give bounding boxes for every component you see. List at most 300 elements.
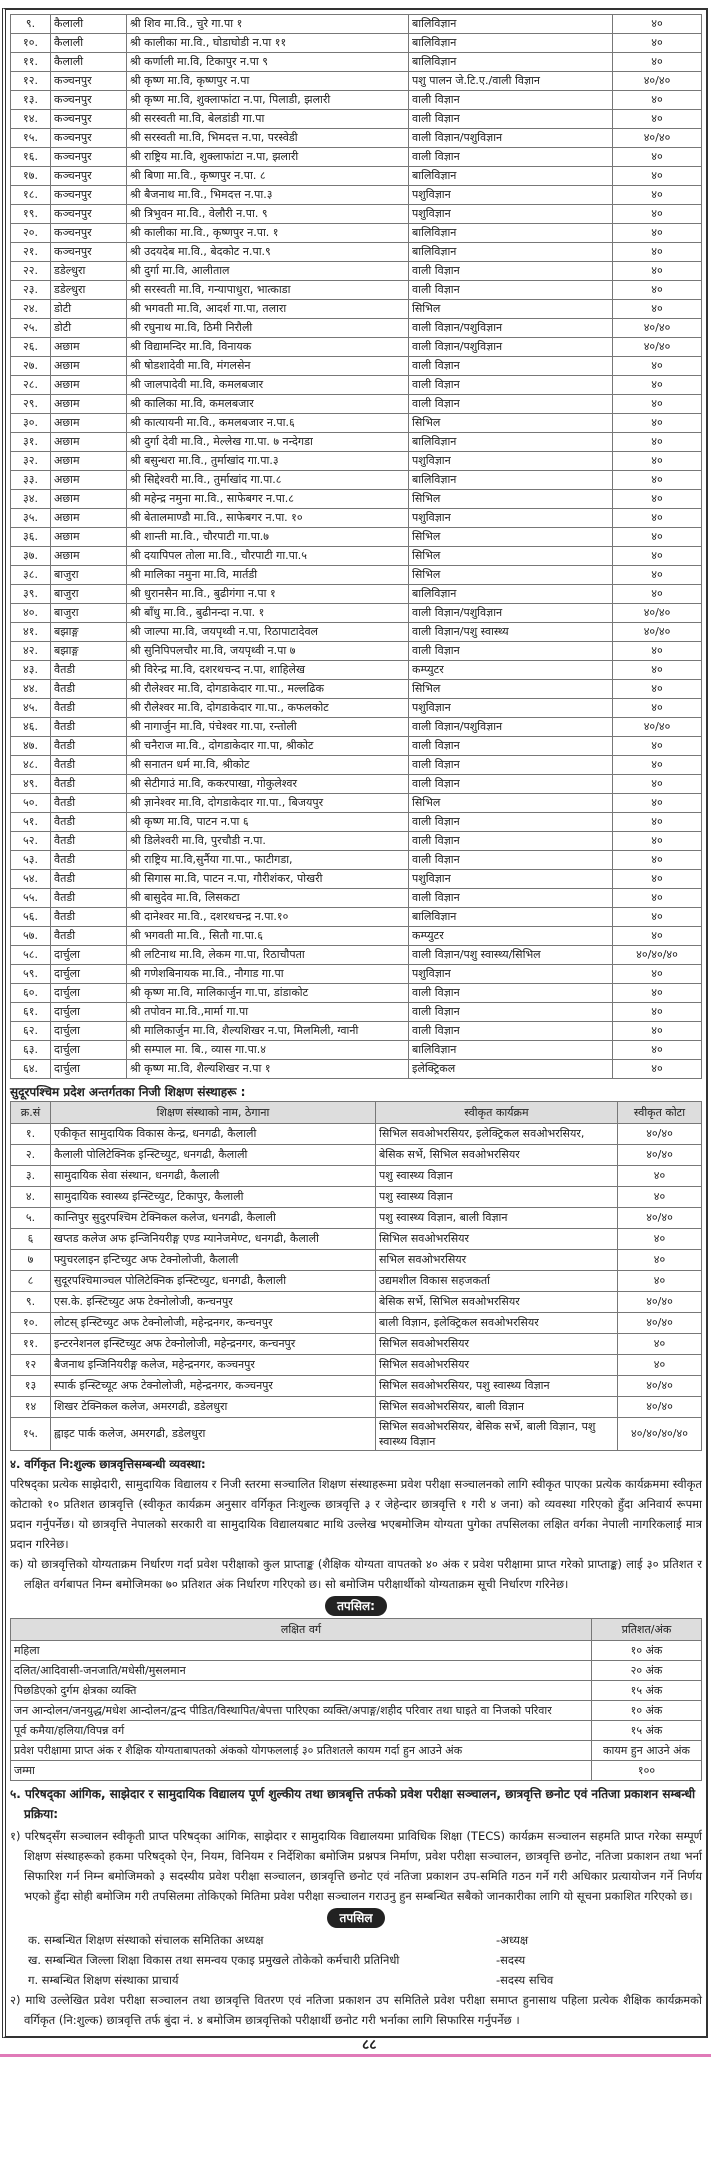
approved-quota: ४०/४० xyxy=(618,1208,702,1229)
district: वैतडी xyxy=(51,699,127,718)
table-row xyxy=(11,566,702,585)
program: बालिविज्ञान xyxy=(409,243,613,262)
district: डोटी xyxy=(51,300,127,319)
quota: ४० xyxy=(613,566,702,585)
member-description: ग. सम्बन्धित शिक्षण संस्थाका प्राचार्य xyxy=(28,1973,179,1987)
district: वैतडी xyxy=(51,832,127,851)
program: सिभिल xyxy=(409,680,613,699)
school-name-address: श्री जाल्पा मा.वि, जयपृथ्वी न.पा, रिठापाटादेवल xyxy=(127,623,409,642)
district: अछाम xyxy=(51,414,127,433)
approved-quota: ४० xyxy=(618,1229,702,1250)
district: दार्चुला xyxy=(51,1060,127,1079)
serial-number: २५. xyxy=(11,319,51,338)
section4-paragraph: परिषद्का प्रत्येक साझेदारी, सामुदायिक विद्यालय र निजी स्तरमा सञ्चालित शिक्षण संस्थाहरूमा प्रवेश परीक्षा सञ्चालनको लागि स्वीकृत पाएका प्रत्येक कार्यक्रममा स्वीकृत कोटाको १० प्रतिशत छात्रवृत्ति (स्वीकृत कार्यक्रम अनुसार वर्गिकृत निःशुल्क छात्रवृत्ति ३ र जेहेन्दार छात्रवृत्ति १ गरी ४ जना) को व्यवस्था गरिएको हुँदा अनिवार्य रूपमा प्रदान गर्नुपर्नेछ। यो छात्रवृत्ति नेपालको सरकारी वा सामुदायिक विद्यालयबाट माथि उल्लेख भएबमोजिम योग्यता पुगेका तपसिलका लक्षित वर्गका नेपाली नागरिकलाई मात्र प्रदान गरिनेछ। xyxy=(10,1477,702,1551)
table-row xyxy=(11,186,702,205)
quota: ४० xyxy=(613,281,702,300)
target-group: पूर्व कमैया/हलिया/विपन्न वर्ग xyxy=(11,1721,592,1741)
quota: ४० xyxy=(613,395,702,414)
serial-number: २७. xyxy=(11,357,51,376)
table-row xyxy=(11,1418,702,1451)
quota: ४० xyxy=(613,1003,702,1022)
col-institution: शिक्षण संस्थाको नाम, ठेगाना xyxy=(51,1102,376,1124)
district: कञ्चनपुर xyxy=(51,91,127,110)
serial-number: ३९. xyxy=(11,585,51,604)
district: दार्चुला xyxy=(51,965,127,984)
serial-number: ७ xyxy=(11,1250,51,1271)
serial-number: ३३. xyxy=(11,471,51,490)
school-name-address: श्री कर्णाली मा.वि, टिकापुर न.पा ९ xyxy=(127,53,409,72)
school-name-address: श्री भगवती मा.वि, आदर्श गा.पा, तलारा xyxy=(127,300,409,319)
district: दार्चुला xyxy=(51,1022,127,1041)
district: वैतडी xyxy=(51,927,127,946)
table-row xyxy=(11,1022,702,1041)
quota: ४० xyxy=(613,642,702,661)
table-row xyxy=(11,1292,702,1313)
approved-quota: ४० xyxy=(618,1250,702,1271)
program: इलेक्ट्रिकल xyxy=(409,1060,613,1079)
program: वाली विज्ञान/पशु स्वास्थ्य/सिभिल xyxy=(409,946,613,965)
table-row xyxy=(11,433,702,452)
district: बझाङ्ग xyxy=(51,623,127,642)
school-name-address: श्री दयापिपल तोला मा.वि., चौरपाटी गा.पा.५ xyxy=(127,547,409,566)
approved-program: बाली विज्ञान, इलेक्ट्रिकल सवओभरसियर xyxy=(376,1313,618,1334)
institution-name-address: इन्टरनेशनल इन्स्टिच्युट अफ टेक्नोलोजी, महेन्द्रनगर, कन्चनपुर xyxy=(51,1334,376,1355)
committee-member xyxy=(10,1970,702,1990)
district: वैतडी xyxy=(51,813,127,832)
program: वाली विज्ञान xyxy=(409,851,613,870)
table-row xyxy=(11,528,702,547)
section5-paragraph-2: २) माथि उल्लेखित प्रवेश परीक्षा सञ्चालन तथा छात्रवृत्ति वितरण एवं नतिजा प्रकाशन उप समितिले प्रवेश परीक्षा समाप्त हुनासाथ पहिला प्रत्येक शैक्षिक कार्यक्रमको वर्गिकृत (नि:शुल्क) छात्रवृत्ति तर्फ बुंदा नं. ४ बमोजिम छात्रवृत्तिको परीक्षार्थी छनोट गरी भर्नाका लागि सिफारिस गर्नुपर्नेछ । xyxy=(10,1993,702,2027)
table-row xyxy=(11,737,702,756)
quota: ४०/४० xyxy=(613,338,702,357)
serial-number: २४. xyxy=(11,300,51,319)
institution-name-address: कैलाली पोलिटेक्निक इन्स्टिच्युट, धनगढी, कैलाली xyxy=(51,1145,376,1166)
section4-heading: ४. वर्गिकृत नि:शुल्क छात्रवृत्तिसम्बन्धी व्यवस्था: xyxy=(10,1457,206,1471)
school-name-address: श्री बेतालमाण्डौ मा.वि., साफेबगर न.पा. १० xyxy=(127,509,409,528)
serial-number: २१. xyxy=(11,243,51,262)
school-name-address: श्री कालिका मा.वि, कमलबजार xyxy=(127,395,409,414)
school-name-address: श्री सम्पाल मा. बि., व्यास गा.पा.४ xyxy=(127,1041,409,1060)
table-row xyxy=(11,1250,702,1271)
district: वैतडी xyxy=(51,889,127,908)
school-name-address: श्री कृष्ण मा.वि, शैल्यशिखर न.पा १ xyxy=(127,1060,409,1079)
table-row xyxy=(11,338,702,357)
school-name-address: श्री सिद्देश्वरी मा.वि., तुर्माखांद गा.पा.८ xyxy=(127,471,409,490)
table-row xyxy=(11,205,702,224)
district: अछाम xyxy=(51,452,127,471)
district: कञ्चनपुर xyxy=(51,72,127,91)
table-row xyxy=(11,547,702,566)
program: बालिविज्ञान xyxy=(409,34,613,53)
district: दार्चुला xyxy=(51,1041,127,1060)
col-target-group: लक्षित वर्ग xyxy=(11,1619,592,1641)
table-row xyxy=(11,908,702,927)
institution-name-address: सामुदायिक स्वास्थ्य इन्स्टिच्युट, टिकापुर, कैलाली xyxy=(51,1187,376,1208)
school-name-address: श्री शान्ती मा.वि., चौरपाटी गा.पा.७ xyxy=(127,528,409,547)
serial-number: १८. xyxy=(11,186,51,205)
table-row xyxy=(11,1741,702,1761)
committee-list xyxy=(10,1930,702,1990)
table-row xyxy=(11,1208,702,1229)
marks: १५ अंक xyxy=(592,1681,702,1701)
serial-number: ४३. xyxy=(11,661,51,680)
quota: ४० xyxy=(613,528,702,547)
school-name-address: श्री षोडशादेवी मा.वि, मंगलसेन xyxy=(127,357,409,376)
program: बालिविज्ञान xyxy=(409,53,613,72)
private-institutions-heading: सुदूरपश्चिम प्रदेश अन्तर्गतका निजी शिक्षण संस्थाहरू : xyxy=(10,1085,246,1099)
serial-number: ५५. xyxy=(11,889,51,908)
approved-quota: ४० xyxy=(618,1355,702,1376)
school-name-address: श्री कृष्ण मा.वि, कृष्णपुर न.पा xyxy=(127,72,409,91)
quota: ४० xyxy=(613,680,702,699)
marks: १० अंक xyxy=(592,1641,702,1661)
institution-name-address: एकीकृत सामुदायिक विकास केन्द्र, धनगढी, कैलाली xyxy=(51,1124,376,1145)
school-name-address: श्री उदयदेब मा.वि., बेदकोट न.पा.९ xyxy=(127,243,409,262)
quota: ४०/४० xyxy=(613,72,702,91)
district: अछाम xyxy=(51,528,127,547)
table-row xyxy=(11,129,702,148)
district: वैतडी xyxy=(51,794,127,813)
approved-quota: ४०/४० xyxy=(618,1313,702,1334)
school-name-address: श्री राष्ट्रिय मा.वि, शुक्लाफांटा न.पा, झलारी xyxy=(127,148,409,167)
table-row xyxy=(11,509,702,528)
district: डडेल्धुरा xyxy=(51,281,127,300)
approved-quota: ४०/४० xyxy=(618,1397,702,1418)
school-name-address: श्री मालिकार्जुन मा.वि, शैल्यशिखर न.पा, मिलमिली, ग्वानी xyxy=(127,1022,409,1041)
program: सिभिल xyxy=(409,300,613,319)
program: वाली विज्ञान xyxy=(409,889,613,908)
district: वैतडी xyxy=(51,680,127,699)
serial-number: ६०. xyxy=(11,984,51,1003)
program: वाली विज्ञान/पशुविज्ञान xyxy=(409,604,613,623)
program: पशुविज्ञान xyxy=(409,452,613,471)
quota: ४० xyxy=(613,471,702,490)
serial-number: ४२. xyxy=(11,642,51,661)
serial-number: २२. xyxy=(11,262,51,281)
school-name-address: श्री कृष्ण मा.वि, पाटन न.पा ६ xyxy=(127,813,409,832)
quota: ४० xyxy=(613,585,702,604)
district: वैतडी xyxy=(51,908,127,927)
district: अछाम xyxy=(51,471,127,490)
district: दार्चुला xyxy=(51,1003,127,1022)
program: कम्प्युटर xyxy=(409,927,613,946)
target-group: जन आन्दोलन/जनयुद्ध/मधेश आन्दोलन/द्वन्द पीडित/विस्थापित/बेपत्ता पारिएका व्यक्ति/अपाङ्ग/शहीद परिवार तथा घाइते वा निजको परिवार xyxy=(11,1701,592,1721)
target-group-table xyxy=(10,1618,702,1781)
approved-program: सिभिल सवओभरसियर, बेसिक सर्भे, बाली विज्ञान, पशु स्वास्थ्य विज्ञान xyxy=(376,1418,618,1451)
district: वैतडी xyxy=(51,851,127,870)
private-institutions-table xyxy=(10,1101,702,1451)
program: बालिविज्ञान xyxy=(409,585,613,604)
serial-number: ४४. xyxy=(11,680,51,699)
marks: २० अंक xyxy=(592,1661,702,1681)
serial-number: ४०. xyxy=(11,604,51,623)
serial-number: ६ xyxy=(11,1229,51,1250)
program: वाली विज्ञान xyxy=(409,395,613,414)
program: वाली विज्ञान/पशुविज्ञान xyxy=(409,319,613,338)
district: बाजुरा xyxy=(51,604,127,623)
marks: कायम हुन आउने अंक xyxy=(592,1741,702,1761)
approved-quota: ४०/४० xyxy=(618,1376,702,1397)
serial-number: ६२. xyxy=(11,1022,51,1041)
table-row xyxy=(11,623,702,642)
school-name-address: श्री डिलेश्वरी मा.वि, पुरचौडी न.पा. xyxy=(127,832,409,851)
district: वैतडी xyxy=(51,775,127,794)
quota: ४०/४० xyxy=(613,604,702,623)
serial-number: ४७. xyxy=(11,737,51,756)
quota: ४० xyxy=(613,91,702,110)
institution-name-address: एस.के. इन्स्टिच्युट अफ टेक्नोलोजी, कन्चनपुर xyxy=(51,1292,376,1313)
program: वाली विज्ञान xyxy=(409,148,613,167)
serial-number: ४९. xyxy=(11,775,51,794)
district: कैलाली xyxy=(51,34,127,53)
institution-name-address: खप्तड कलेज अफ इन्जिनियरीङ्ग एण्ड म्यानेजमेण्ट, धनगढी, कैलाली xyxy=(51,1229,376,1250)
school-name-address: श्री कालीका मा.वि., घोडाघोडी न.पा ११ xyxy=(127,34,409,53)
table-row xyxy=(11,376,702,395)
quota: ४०/४० xyxy=(613,718,702,737)
table-row xyxy=(11,148,702,167)
quota: ४० xyxy=(613,433,702,452)
program: बालिविज्ञान xyxy=(409,224,613,243)
institution-name-address: बैजनाथ इन्जिनियरीङ्ग कलेज, महेन्द्रनगर, कञ्चनपुर xyxy=(51,1355,376,1376)
district: वैतडी xyxy=(51,661,127,680)
approved-program: पशु स्वास्थ्य विज्ञान xyxy=(376,1187,618,1208)
district: वैतडी xyxy=(51,756,127,775)
serial-number: ४. xyxy=(11,1187,51,1208)
school-name-address: श्री दुर्गा मा.वि, आलीताल xyxy=(127,262,409,281)
table-row xyxy=(11,1721,702,1741)
serial-number: १४ xyxy=(11,1397,51,1418)
quota: ४० xyxy=(613,927,702,946)
school-name-address: श्री सेटीगाउं मा.वि, ककरपाखा, गोकुलेश्वर xyxy=(127,775,409,794)
target-group: प्रवेश परीक्षामा प्राप्त अंक र शैक्षिक योग्यताबापतको अंकको योगफललाई ३० प्रतिशतले कायम गर्दा हुन आउने अंक xyxy=(11,1741,592,1761)
approved-quota: ४० xyxy=(618,1271,702,1292)
table-row xyxy=(11,243,702,262)
quota: ४० xyxy=(613,756,702,775)
table-row xyxy=(11,452,702,471)
table-row xyxy=(11,661,702,680)
target-group: महिला xyxy=(11,1641,592,1661)
program: सिभिल xyxy=(409,414,613,433)
school-name-address: श्री रौलेश्वर मा.वि, दोगडाकेदार गा.पा., मल्लढिक xyxy=(127,680,409,699)
program: सिभिल xyxy=(409,794,613,813)
school-name-address: श्री चनैराज मा.वि., दोगडाकेदार गा.पा, श्रीकोट xyxy=(127,737,409,756)
quota: ४० xyxy=(613,414,702,433)
quota: ४० xyxy=(613,832,702,851)
serial-number: ५१. xyxy=(11,813,51,832)
serial-number: ६१. xyxy=(11,1003,51,1022)
program: वाली विज्ञान xyxy=(409,262,613,281)
school-name-address: श्री बाँधु मा.वि., बुढीनन्दा न.पा. १ xyxy=(127,604,409,623)
district: कञ्चनपुर xyxy=(51,129,127,148)
approved-quota: ४०/४०/४०/४० xyxy=(618,1418,702,1451)
district: अछाम xyxy=(51,376,127,395)
table-row xyxy=(11,851,702,870)
table-row xyxy=(11,927,702,946)
program: वाली विज्ञान/पशुविज्ञान xyxy=(409,338,613,357)
serial-number: ६४. xyxy=(11,1060,51,1079)
serial-number: ५२. xyxy=(11,832,51,851)
district: अछाम xyxy=(51,433,127,452)
district: कञ्चनपुर xyxy=(51,186,127,205)
serial-number: २९. xyxy=(11,395,51,414)
school-name-address: श्री राष्ट्रिय मा.वि,सुर्नैया गा.पा., फाटीगडा, xyxy=(127,851,409,870)
table-row xyxy=(11,167,702,186)
serial-number: ५६. xyxy=(11,908,51,927)
district: कञ्चनपुर xyxy=(51,224,127,243)
program: वाली विज्ञान/पशुविज्ञान xyxy=(409,129,613,148)
marks: १०० xyxy=(592,1761,702,1781)
school-name-address: श्री गणेशबिनायक मा.वि., नौगाड गा.पा xyxy=(127,965,409,984)
district: अछाम xyxy=(51,547,127,566)
quota: ४० xyxy=(613,452,702,471)
community-schools-table xyxy=(10,14,702,1079)
program: वाली विज्ञान/पशुविज्ञान xyxy=(409,718,613,737)
program: पशुविज्ञान xyxy=(409,186,613,205)
serial-number: ३२. xyxy=(11,452,51,471)
quota: ४०/४०/४० xyxy=(613,946,702,965)
col-quota: स्वीकृत कोटा xyxy=(618,1102,702,1124)
table-row xyxy=(11,1376,702,1397)
col-marks: प्रतिशत/अंक xyxy=(592,1619,702,1641)
marks: १५ अंक xyxy=(592,1721,702,1741)
school-name-address: श्री रघुनाथ मा.वि, ठिमी निरौली xyxy=(127,319,409,338)
district: अछाम xyxy=(51,490,127,509)
serial-number: १९. xyxy=(11,205,51,224)
program: पशुविज्ञान xyxy=(409,965,613,984)
district: कञ्चनपुर xyxy=(51,205,127,224)
serial-number: १२. xyxy=(11,72,51,91)
approved-quota: ४० xyxy=(618,1166,702,1187)
approved-program: सभिल सवओभरसियर xyxy=(376,1250,618,1271)
serial-number: १. xyxy=(11,1124,51,1145)
serial-number: ३. xyxy=(11,1166,51,1187)
school-name-address: श्री कालीका मा.वि., कृष्णपुर न.पा. १ xyxy=(127,224,409,243)
table-row xyxy=(11,718,702,737)
approved-program: बेसिक सर्भे, सिभिल सवओभरसियर xyxy=(376,1145,618,1166)
district: कञ्चनपुर xyxy=(51,243,127,262)
approved-quota: ४० xyxy=(618,1187,702,1208)
approved-quota: ४०/४० xyxy=(618,1124,702,1145)
school-name-address: श्री महेन्द्र नमुना मा.वि., साफेबगर न.पा.८ xyxy=(127,490,409,509)
table-row xyxy=(11,281,702,300)
table-row xyxy=(11,794,702,813)
program: वाली विज्ञान xyxy=(409,642,613,661)
program: पशु पालन जे.टि.ए./वाली विज्ञान xyxy=(409,72,613,91)
quota: ४० xyxy=(613,15,702,34)
district: कञ्चनपुर xyxy=(51,148,127,167)
serial-number: ११. xyxy=(11,53,51,72)
serial-number: ३६. xyxy=(11,528,51,547)
quota: ४० xyxy=(613,813,702,832)
school-name-address: श्री बासुदेव मा.वि, लिसकटा xyxy=(127,889,409,908)
approved-quota: ४०/४० xyxy=(618,1145,702,1166)
serial-number: ४६. xyxy=(11,718,51,737)
school-name-address: श्री नागार्जुन मा.वि, पंचेश्वर गा.पा, रन्तोली xyxy=(127,718,409,737)
page-footer xyxy=(0,2037,711,2054)
member-role: -अध्यक्ष xyxy=(496,1933,529,1947)
institution-name-address: स्पार्क इन्स्टिच्यूट अफ टेक्नोलोजी, महेन्द्रनगर, कञ्चनपुर xyxy=(51,1376,376,1397)
notice-frame xyxy=(2,8,708,2038)
program: वाली विज्ञान xyxy=(409,110,613,129)
table-row xyxy=(11,642,702,661)
quota: ४० xyxy=(613,376,702,395)
serial-number: २३. xyxy=(11,281,51,300)
page-number: ८८ xyxy=(362,2037,377,2053)
program: वाली विज्ञान xyxy=(409,813,613,832)
school-name-address: श्री विद्यामन्दिर मा.वि, विनायक xyxy=(127,338,409,357)
program: बालिविज्ञान xyxy=(409,1041,613,1060)
quota: ४० xyxy=(613,870,702,889)
serial-number: ३१. xyxy=(11,433,51,452)
school-name-address: श्री सुनिपिपलचौर मा.वि, जयपृथ्वी न.पा ७ xyxy=(127,642,409,661)
program: बालिविज्ञान xyxy=(409,15,613,34)
section5-heading: ५. परिषद्का आंगिक, साझेदार र सामुदायिक विद्यालय पूर्ण शुल्कीय तथा छात्रबृत्ति तर्फको प्रवेश परीक्षा सञ्चालन, छात्रवृत्ति छनोट एवं नतिजा प्रकाशन सम्बन्धी प्रक्रिया: xyxy=(10,1787,696,1821)
district: कञ्चनपुर xyxy=(51,110,127,129)
approved-program: बेसिक सर्भे, सिभिल सवओभरसियर xyxy=(376,1292,618,1313)
serial-number: २०. xyxy=(11,224,51,243)
committee-member xyxy=(10,1950,702,1970)
quota: ४० xyxy=(613,851,702,870)
table-row xyxy=(11,870,702,889)
table-row xyxy=(11,1641,702,1661)
program: पशुविज्ञान xyxy=(409,205,613,224)
approved-program: सिभिल सवओभरसियर, पशु स्वास्थ्य विज्ञान xyxy=(376,1376,618,1397)
table-row xyxy=(11,965,702,984)
district: वैतडी xyxy=(51,737,127,756)
quota: ४० xyxy=(613,509,702,528)
serial-number: ५४. xyxy=(11,870,51,889)
program: वाली विज्ञान xyxy=(409,832,613,851)
member-description: ख. सम्बन्धित जिल्ला शिक्षा विकास तथा समन्वय एकाइ प्रमुखले तोकेको कर्मचारी प्रतिनिधी xyxy=(28,1953,400,1967)
quota: ४० xyxy=(613,148,702,167)
table-row xyxy=(11,1355,702,1376)
program: पशुविज्ञान xyxy=(409,509,613,528)
table-row xyxy=(11,984,702,1003)
program: वाली विज्ञान xyxy=(409,91,613,110)
target-group: दलित/आदिवासी-जनजाति/मधेसी/मुसलमान xyxy=(11,1661,592,1681)
table-row xyxy=(11,1124,702,1145)
school-name-address: श्री त्रिभुवन मा.वि., वेलौरी न.पा. ९ xyxy=(127,205,409,224)
school-name-address: श्री दानेश्वर मा.वि., दशरथचन्द्र न.पा.१० xyxy=(127,908,409,927)
institution-name-address: ह्वाइट पार्क कलेज, अमरगढी, डडेलधुरा xyxy=(51,1418,376,1451)
section4-item-ka: क) यो छात्रवृत्तिको योग्यताक्रम निर्धारण गर्दा प्रवेश परीक्षाको कुल प्राप्ताङ्क (शैक्षिक योग्यता वापतको ४० अंक र प्रवेश परीक्षामा प्राप्त गरेको प्राप्ताङ्क) लाई ३० प्रतिशत र लक्षित वर्गबापत निम्न बमोजिमका ७० प्रतिशत अंक निर्धारण गरिएको छ। सो बमोजिम परीक्षार्थीको योग्यताक्रम सूची निर्धारण गरिनेछ। xyxy=(10,1557,702,1591)
program: पशुविज्ञान xyxy=(409,870,613,889)
serial-number: २८. xyxy=(11,376,51,395)
quota: ४० xyxy=(613,110,702,129)
tapsil-badge: तपसिल: xyxy=(325,1596,387,1616)
quota: ४० xyxy=(613,300,702,319)
serial-number: १०. xyxy=(11,34,51,53)
table-row xyxy=(11,1701,702,1721)
table-row xyxy=(11,946,702,965)
table-row xyxy=(11,262,702,281)
program: सिभिल xyxy=(409,547,613,566)
program: वाली विज्ञान xyxy=(409,756,613,775)
institution-name-address: सुदूरपश्चिमाञ्चल पोलिटेक्निक इन्स्टिच्युट, धनगढी, कैलाली xyxy=(51,1271,376,1292)
district: बझाङ्ग xyxy=(51,642,127,661)
quota: ४० xyxy=(613,53,702,72)
approved-program: सिभिल सवओभरसियर xyxy=(376,1229,618,1250)
serial-number: ४८. xyxy=(11,756,51,775)
serial-number: ८ xyxy=(11,1271,51,1292)
bottom-rule xyxy=(0,2054,711,2057)
serial-number: ५०. xyxy=(11,794,51,813)
program: वाली विज्ञान xyxy=(409,1003,613,1022)
serial-number: ११. xyxy=(11,1334,51,1355)
program: वाली विज्ञान xyxy=(409,984,613,1003)
table-row xyxy=(11,15,702,34)
table-row xyxy=(11,1187,702,1208)
